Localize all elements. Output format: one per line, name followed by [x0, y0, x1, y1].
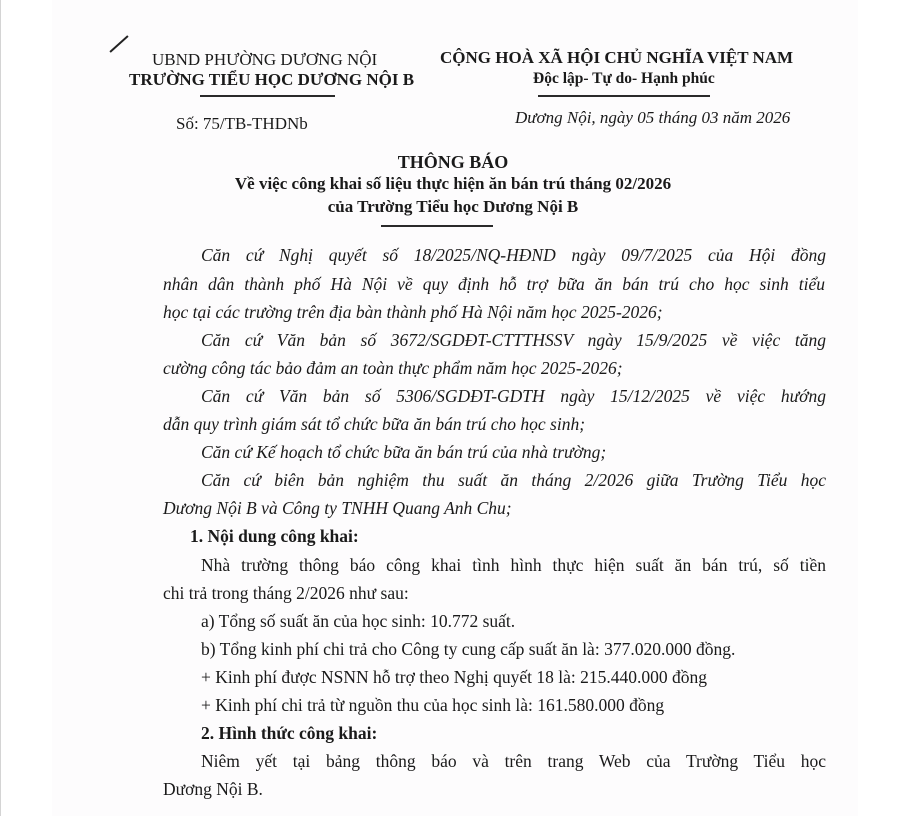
school-name: TRƯỜNG TIỂU HỌC DƯƠNG NỘI B — [129, 70, 415, 89]
place-and-date: Dương Nội, ngày 05 tháng 03 năm 2026 — [515, 108, 791, 127]
basis-2-line1: Căn cứ Văn bản số 3672/SGDĐT-CTTTHSSV ngày 15/9/2025 về việc tăng — [201, 330, 826, 350]
document-title: THÔNG BÁO — [397, 152, 509, 172]
section-1-item-b: b) Tổng kinh phí chi trả cho Công ty cung cấp suất ăn là: 377.020.000 đồng. — [201, 639, 736, 659]
issuing-authority: UBND PHƯỜNG DƯƠNG NỘI — [152, 50, 378, 69]
basis-1-line3: học tại các trường trên địa bàn thành phố Hà Nội năm học 2025-2026; — [163, 302, 663, 322]
document-subtitle-line2: của Trường Tiểu học Dương Nội B — [327, 197, 579, 216]
section-1-intro-line2: chi trả trong tháng 2/2026 như sau: — [163, 583, 409, 603]
header-right-underline — [538, 95, 710, 97]
basis-5-line2: Dương Nội B và Công ty TNHH Quang Anh Chu; — [163, 498, 512, 518]
section-1-heading: 1. Nội dung công khai: — [190, 526, 359, 546]
section-1-subitem-state-budget: + Kinh phí được NSNN hỗ trợ theo Nghị quyết 18 là: 215.440.000 đồng — [201, 667, 707, 687]
national-motto: Độc lập- Tự do- Hạnh phúc — [533, 70, 715, 87]
section-2-body-line2: Dương Nội B. — [163, 779, 263, 799]
section-1-subitem-student-fees: + Kinh phí chi trả từ nguồn thu của học sinh là: 161.580.000 đồng — [201, 695, 665, 715]
document-number: Số: 75/TB-THDNb — [176, 114, 308, 133]
section-1-intro-line1: Nhà trường thông báo công khai tình hình thực hiện suất ăn bán trú, số tiền — [201, 555, 826, 575]
scan-edge-line — [0, 0, 1, 816]
section-1-item-a: a) Tổng số suất ăn của học sinh: 10.772 suất. — [201, 611, 516, 631]
basis-5-line1: Căn cứ biên bản nghiệm thu suất ăn tháng 2/2026 giữa Trường Tiểu học — [201, 470, 826, 490]
header-left-underline — [200, 95, 335, 97]
basis-3-line1: Căn cứ Văn bản số 5306/SGDĐT-GDTH ngày 15/12/2025 về việc hướng — [201, 386, 826, 406]
section-2-heading: 2. Hình thức công khai: — [201, 723, 378, 743]
document-subtitle-line1: Về việc công khai số liệu thực hiện ăn bán trú tháng 02/2026 — [234, 174, 672, 193]
title-underline — [381, 225, 493, 227]
national-title: CỘNG HOÀ XÃ HỘI CHỦ NGHĨA VIỆT NAM — [440, 48, 794, 67]
basis-1-line1: Căn cứ Nghị quyết số 18/2025/NQ-HĐND ngày 09/7/2025 của Hội đồng — [201, 245, 826, 265]
basis-4-line1: Căn cứ Kế hoạch tổ chức bữa ăn bán trú của nhà trường; — [201, 442, 607, 462]
section-2-body-line1: Niêm yết tại bảng thông báo và trên trang Web của Trường Tiểu học — [201, 751, 826, 771]
basis-3-line2: dẫn quy trình giám sát tổ chức bữa ăn bán trú cho học sinh; — [163, 414, 586, 434]
basis-1-line2: nhân dân thành phố Hà Nội về quy định hỗ trợ bữa ăn bán trú cho học sinh tiểu — [163, 274, 825, 294]
basis-2-line2: cường công tác bảo đảm an toàn thực phẩm năm học 2025-2026; — [163, 358, 623, 378]
